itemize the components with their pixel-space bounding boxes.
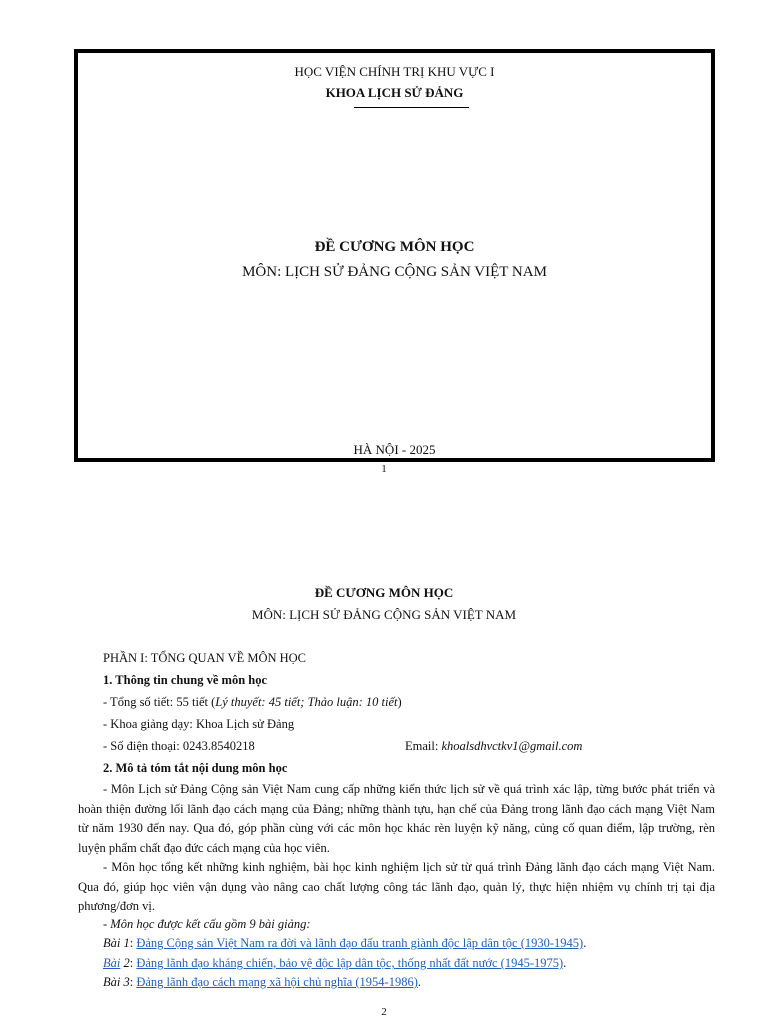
- lesson-link[interactable]: Đảng lãnh đạo cách mạng xã hội chủ nghĩa (1954-1986): [136, 975, 418, 989]
- cover-document-title: ĐỀ CƯƠNG MÔN HỌC: [314, 239, 475, 255]
- total-periods-suffix: ): [397, 695, 402, 709]
- section2-heading: 2. Mô tả tóm tắt nội dung môn học: [103, 761, 288, 775]
- department-name: KHOA LỊCH SỬ ĐẢNG: [325, 85, 464, 100]
- lesson-label-number: 2: [120, 956, 130, 970]
- phone-line: - Số điện thoại: 0243.8540218: [103, 739, 255, 753]
- cover-subject-title: MÔN: LỊCH SỬ ĐẢNG CỘNG SẢN VIỆT NAM: [242, 264, 547, 280]
- page-number-2: 2: [381, 1006, 387, 1018]
- description-paragraph-2: - Môn học tổng kết những kinh nghiệm, bài học kinh nghiệm lịch sử từ quá trình Đảng lãnh đạo cách mạng Việt Nam. Qua đó, giúp học viên vận dụng vào nâng cao chất lượng công tác lãnh đạo, quản lý, thực hiện nhiệm vụ chính trị tại địa phương/đơn vị.: [78, 860, 715, 913]
- lesson-label[interactable]: Bài: [103, 956, 121, 970]
- email-label: Email:: [405, 739, 442, 753]
- page-number-1: 1: [381, 463, 387, 475]
- lesson-link[interactable]: Đảng Cộng sản Việt Nam ra đời và lãnh đạo đấu tranh giành độc lập dân tộc (1930-1945): [136, 936, 584, 950]
- institution-name: HỌC VIỆN CHÍNH TRỊ KHU VỰC I: [294, 64, 495, 79]
- email-value: khoalsdhvctkv1@gmail.com: [441, 739, 583, 753]
- page2-subject-title: MÔN: LỊCH SỬ ĐẢNG CỘNG SẢN VIỆT NAM: [251, 607, 517, 622]
- lesson-item: Bài 1: Đảng Cộng sản Việt Nam ra đời và lãnh đạo đấu tranh giành độc lập dân tộc (1930-1945).: [103, 936, 587, 950]
- header-underline: [354, 107, 469, 108]
- total-periods-prefix: - Tổng số tiết: 55 tiết (: [103, 695, 216, 709]
- page2-document-title: ĐỀ CƯƠNG MÔN HỌC: [314, 585, 454, 600]
- section1-heading: 1. Thông tin chung về môn học: [103, 673, 268, 687]
- lesson-item: Bài 3: Đảng lãnh đạo cách mạng xã hội chủ nghĩa (1954-1986).: [103, 975, 421, 989]
- description-paragraph-1: - Môn Lịch sử Đảng Cộng sản Việt Nam cung cấp những kiến thức lịch sử về quá trình xác lập, từng bước phát triển và hoàn thiện đường lối lãnh đạo cách mạng của Đảng; những thành tựu, hạn chế của Đảng trong lãnh đạo cách mạng Việt Nam từ năm 1930 đến nay. Qua đó, góp phần cùng với các môn học khác rèn luyện kỹ năng, củng cố quan điểm, lập trường, rèn luyện phẩm chất đạo đức cách mạng của học viên.: [78, 782, 715, 855]
- email-line: [405, 739, 582, 754]
- lesson-label: Bài 3: [103, 975, 130, 989]
- cover-place-year: HÀ NỘI - 2025: [353, 442, 436, 457]
- total-periods-line: [103, 695, 402, 710]
- faculty-line: - Khoa giảng dạy: Khoa Lịch sử Đảng: [103, 717, 295, 731]
- lessons-intro: - Môn học được kết cấu gồm 9 bài giảng:: [103, 917, 311, 931]
- total-periods-detail: Lý thuyết: 45 tiết; Thảo luận: 10 tiết: [215, 695, 398, 709]
- lesson-link[interactable]: Đảng lãnh đạo kháng chiến, bảo vệ độc lập dân tộc, thống nhất đất nước (1945-1975): [136, 956, 564, 970]
- cover-page-frame: [74, 49, 715, 462]
- lesson-item: Bài 2: Đảng lãnh đạo kháng chiến, bảo vệ độc lập dân tộc, thống nhất đất nước (1945-1975).: [103, 956, 567, 970]
- lesson-label: Bài 1: [103, 936, 130, 950]
- part-heading: PHẦN I: TỔNG QUAN VỀ MÔN HỌC: [103, 651, 307, 665]
